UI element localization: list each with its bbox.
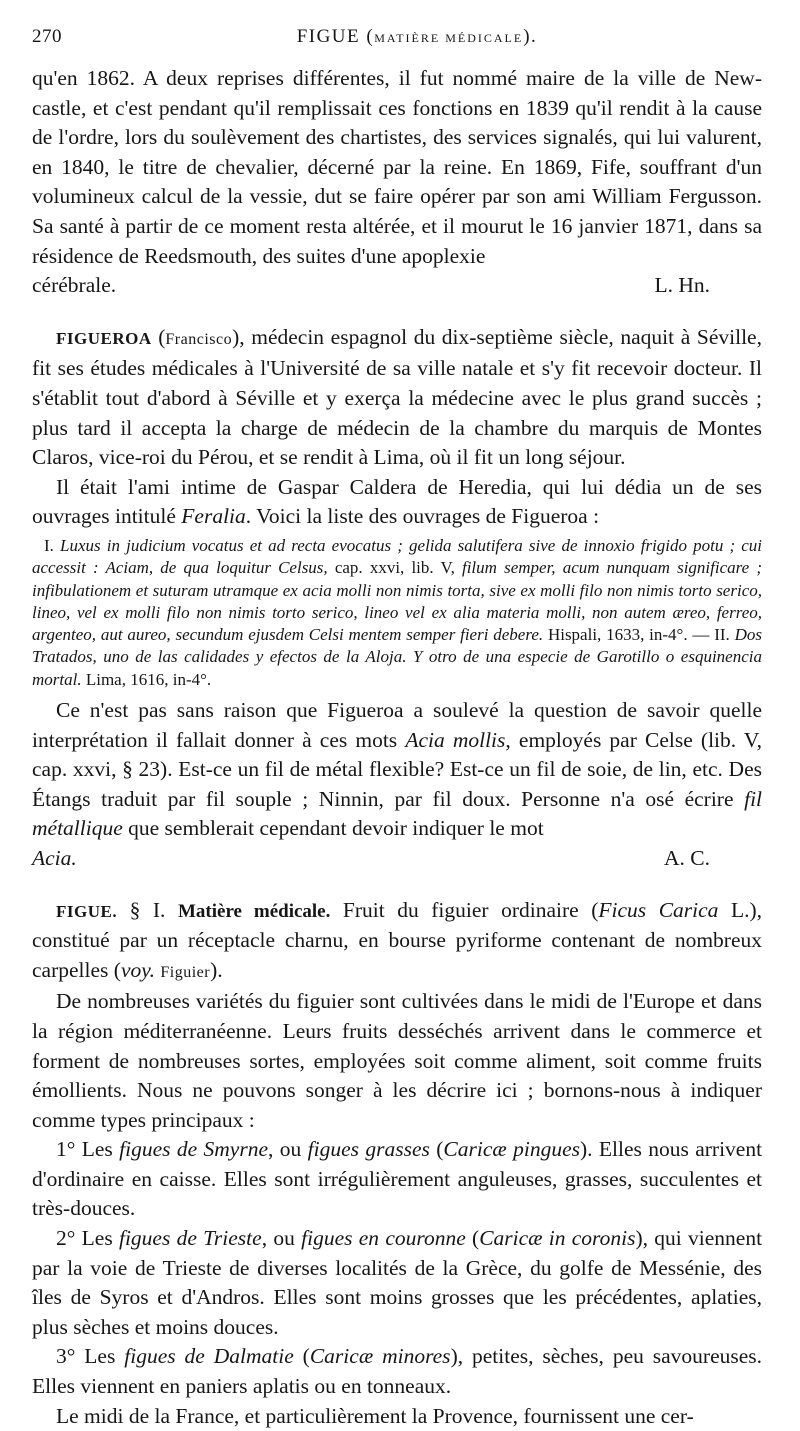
figue-p1-text: Fruit du figuier ordinaire ( xyxy=(342,897,599,922)
figueroa-p1-text: médecin espagnol du dix-septième siècle, naquit à Séville, fit ses études médicales à l'Université de sa ville natale et s'y fit recevoir docteur. Il s'établit tout d'abord à Séville et y exerça la médecine avec le plus grand succès ; plus tard il accepta la charge de médecin de la chambre du marquis de Montes Claros, vice-roi du Pérou, et se rendit à Lima, où il fit un long séjour. xyxy=(32,324,762,470)
figueroa-paragraph-1: FIGUEROA (Francisco), médecin espagnol du dix-septième siècle, naquit à Séville, fit ses études médicales à l'Université de sa ville natale et s'y fit recevoir docteur. Il s'établit tout d'abord à Séville et y exerça la médecine avec le plus grand succès ; plus tard il accepta la charge de médecin de la chambre du marquis de Montes Claros, vice-roi du Pérou, et se rendit à Lima, où il fit un long séjour. xyxy=(32,324,762,470)
previous-entry-end xyxy=(32,271,762,301)
previous-entry-text: qu'en 1862. A deux reprises différentes, il fut nommé maire de la ville de New-castle, et c'est pendant qu'il remplissait ces fonctions en 1839 qu'il rendit à la cause de l'ordre, lors du soulèvement des chartistes, des services signalés, qui lui valurent, en 1840, le titre de chevalier, décerné par la reine. En 1869, Fife, souffrant d'un volumineux calcul de la vessie, dut se faire opérer par son ami William Fergusson. Sa santé à partir de ce moment resta altérée, et il mourut le 16 janvier 1871, dans sa résidence de Reedsmouth, des suites d'une apoplexie xyxy=(32,66,762,268)
figueroa-p3-text: Ce n'est pas sans raison que Figueroa a soulevé la question de savoir quelle interprétation il fallait donner à ces mots xyxy=(32,697,762,752)
list-item-name: figues de Trieste xyxy=(118,1226,262,1251)
header-title-small: MATIÈRE MÉDICALE xyxy=(374,31,524,45)
figueroa-paragraph-2 xyxy=(32,473,762,532)
previous-entry-last-word: cérébrale. xyxy=(32,273,117,298)
figueroa-bibliography xyxy=(32,535,762,691)
list-item-name-alt: figues en couronne xyxy=(301,1226,466,1251)
entry-figueroa xyxy=(32,323,762,874)
figue-p1-text-2: L.), constitué par un réceptacle charnu, en bourse pyriforme contenant de nombreux carpelles ( xyxy=(32,897,763,982)
figueroa-p3-text-3: que semblerait cependant devoir indiquer le mot xyxy=(128,816,544,841)
list-item-text: ). Elles nous arrivent d'ordinaire en caisse. Elles sont irrégulièrement anguleuses, grasses, succulentes et très-douces. xyxy=(32,1137,763,1221)
previous-entry-signature: L. Hn. xyxy=(654,273,710,298)
list-item-text: ), qui viennent par la voie de Trieste de diverses localités de la Grèce, du golfe de Messénie, des îles de Syros et d'Andros. Elles sont moins grosses que les précédentes, aplaties, plus sèches et moins douces. xyxy=(32,1226,763,1339)
previous-entry xyxy=(32,64,762,301)
figueroa-p3-text-2: , employés par Celse (lib. V, cap. xxvi, § 23). Est-ce un fil de métal flexible? Est-ce un fil de soie, de lin, etc. Des Étangs traduit par fil souple ; Ninnin, par fil doux. Personne n'a osé écrire xyxy=(32,727,763,811)
figue-paragraph-last: Le midi de la France, et particulièrement la Provence, fournissent une cer- xyxy=(56,1403,694,1428)
figueroa-headword: FIGUEROA xyxy=(56,328,152,348)
list-item-latin: Caricæ minores xyxy=(309,1344,451,1369)
biblio-title-1: Luxus in judicium vocatus et ad recta evocatus ; gelida salutifera sive de innoxio frigido potu ; cui accessit : Aciam, de qua loquitur Celsus, xyxy=(32,535,763,578)
figue-list-item xyxy=(32,1224,762,1342)
list-item-text: , ou xyxy=(261,1226,295,1251)
page-number: 270 xyxy=(32,26,62,47)
biblio-ref: cap. xxvi, lib. V, xyxy=(334,558,455,578)
figueroa-end xyxy=(32,844,762,874)
figueroa-paragraph-3 xyxy=(32,696,762,844)
biblio-imprint-2: Lima, 1616, in-4°. xyxy=(85,669,212,689)
biblio-title-1b: filum semper, acum nunquam significare ; infibulationem et suturam utramque ex acia molli non nimis torta, sive ex molli filo non nimis torto serico, lineo, vel ex molli filo non nimis torto serico, lineo vel ex alia materia molli, non autem æreo, ferreo, argenteo, aut aureo, secundum ejusdem Celsi mentem semper fieri debere. xyxy=(32,558,762,645)
figue-voy: voy. xyxy=(120,957,155,982)
figueroa-forename: Francisco xyxy=(165,330,233,348)
figueroa-p2-text-end: . Voici la liste des ouvrages de Figueroa : xyxy=(245,504,600,529)
running-head xyxy=(32,26,762,64)
figue-species: Ficus Carica xyxy=(598,897,719,922)
entry-figue xyxy=(32,896,762,1431)
list-item-number: 2° xyxy=(56,1226,76,1251)
figueroa-p3-term: Acia mollis xyxy=(405,727,506,752)
figueroa-p2-title: Feralia xyxy=(181,504,246,529)
figue-list-item xyxy=(32,1342,762,1401)
list-item-name: figues de Dalmatie xyxy=(124,1344,294,1369)
figueroa-signature: A. C. xyxy=(664,845,710,870)
figue-cross-reference: Figuier xyxy=(160,963,211,981)
list-item-number: 1° xyxy=(56,1137,76,1162)
biblio-title-2: Dos Tratados, uno de las calidades y efectos de la Aloja. Y otro de una especie de Garotillo o esquinencia mortal. xyxy=(32,625,762,689)
list-item-text: ( xyxy=(302,1344,310,1369)
figue-list-item xyxy=(32,1135,762,1224)
figueroa-p3-term-2: fil métallique xyxy=(32,786,763,841)
header-title xyxy=(142,26,762,48)
figue-paragraph-2: De nombreuses variétés du figuier sont cultivées dans le midi de l'Europe et dans la région méditerranéenne. Leurs fruits desséchés arrivent dans le commerce et forment de nombreuses sortes, employées soit comme aliment, soit comme fruits émollients. Nous ne pouvons songer à les décrire ici ; bornons-nous à indiquer comme types principaux : xyxy=(32,989,762,1132)
list-item-name-alt: figues grasses xyxy=(307,1137,430,1162)
figue-section-title: Matière médicale. xyxy=(177,900,331,922)
figueroa-p2-text: Il était l'ami intime de Gaspar Caldera de Heredia, qui lui dédia un de ses ouvrages intitulé xyxy=(32,474,762,529)
header-title-end: ). xyxy=(523,26,538,47)
figue-paragraph-1 xyxy=(32,896,762,988)
list-item-text: Les xyxy=(81,1137,113,1162)
figueroa-last-word: Acia. xyxy=(32,845,77,870)
list-item-latin: Caricæ in coronis xyxy=(479,1226,636,1251)
biblio-imprint-1: Hispali, 1633, in-4°. — II. xyxy=(547,625,730,645)
figue-section-number: § I. xyxy=(129,897,166,922)
list-item-name: figues de Smyrne xyxy=(119,1137,269,1162)
list-item-text: ( xyxy=(436,1137,444,1162)
figue-p1-text-3: ). xyxy=(210,957,223,982)
list-item-text: ( xyxy=(472,1226,480,1251)
list-item-number: 3° xyxy=(56,1344,76,1369)
biblio-num-1: I. xyxy=(44,535,54,555)
list-item-text: Les xyxy=(81,1226,113,1251)
list-item-text: ), petites, sèches, peu savoureuses. Elles viennent en paniers aplatis ou en tonneaux. xyxy=(32,1344,763,1399)
list-item-latin: Caricæ pingues xyxy=(443,1137,580,1162)
list-item-text: Les xyxy=(84,1344,116,1369)
list-item-text: , ou xyxy=(268,1137,302,1162)
header-title-main: FIGUE ( xyxy=(296,26,375,47)
figue-headword: FIGUE. xyxy=(56,901,118,921)
